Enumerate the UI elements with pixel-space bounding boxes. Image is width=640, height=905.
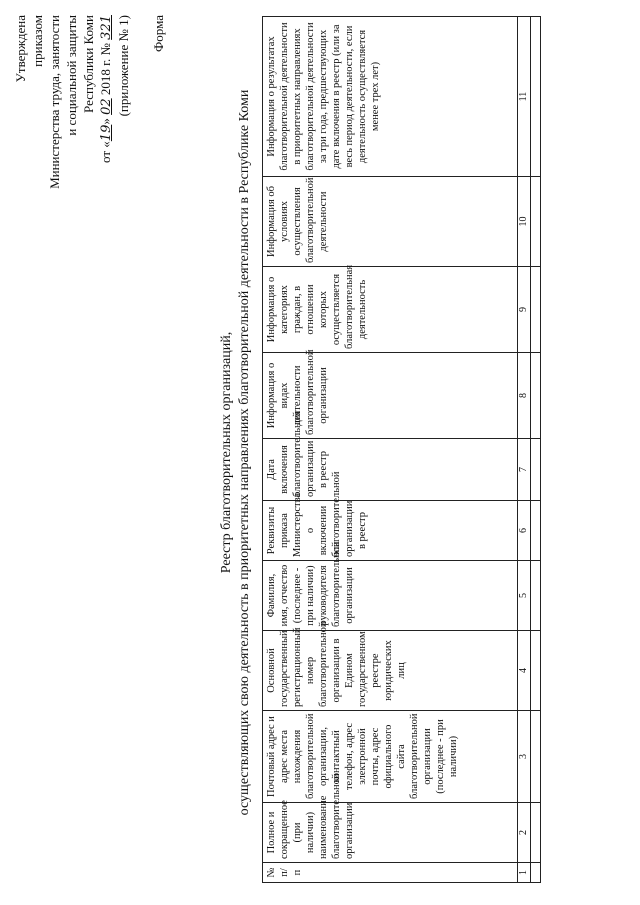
empty-cell [531, 863, 541, 883]
empty-data-row [531, 17, 541, 883]
header-cell-inclusion-date: Дата включения благотворительной организации в реестр [263, 439, 518, 501]
empty-cell [531, 439, 541, 501]
column-number: 10 [518, 177, 531, 267]
column-number: 8 [518, 353, 531, 439]
appendix-label: (приложение № 1) [116, 15, 131, 117]
column-number: 4 [518, 631, 531, 711]
empty-cell [531, 803, 541, 863]
column-number: 3 [518, 711, 531, 803]
approval-date-line [97, 15, 115, 205]
column-number: 5 [518, 561, 531, 631]
header-cell-order-details: Реквизиты приказа Министерства о включении благотворительной организации в реестр [263, 501, 518, 561]
document-title [218, 0, 254, 905]
approval-line: приказом [30, 15, 45, 67]
approval-stamp-block [12, 15, 167, 205]
empty-cell [531, 177, 541, 267]
form-label: Форма [151, 15, 166, 52]
empty-cell [531, 501, 541, 561]
approval-line: Министерства труда, занятости [47, 15, 62, 189]
empty-cell [531, 267, 541, 353]
column-number: 6 [518, 501, 531, 561]
empty-cell [531, 631, 541, 711]
order-number: 321 [99, 15, 114, 40]
table-header-row [263, 17, 518, 883]
empty-cell [531, 711, 541, 803]
header-cell-activities: Информация о видах деятельности благотворительной организации [263, 353, 518, 439]
column-number: 7 [518, 439, 531, 501]
registry-table [262, 16, 541, 883]
header-cell-results: Информация о результатах благотворительной деятельности в приоритетных направлениях благотворительной деятельности за три года, предшествующих дате включения в реестр (или за весь период деятельности, если деятельность осуществляется менее трех лет) [263, 17, 518, 177]
column-number-row [518, 17, 531, 883]
approval-line: Утверждена [13, 15, 28, 83]
empty-cell [531, 561, 541, 631]
date-day: 19 [99, 124, 114, 142]
header-cell-name: Полное и сокращенное (при наличии) наименование благотворительной организации [263, 803, 518, 863]
empty-cell [531, 353, 541, 439]
header-cell-conditions: Информация об условиях осуществления благотворительной деятельности [263, 177, 518, 267]
date-year: 2018 г. № [98, 39, 113, 99]
date-prefix: от « [98, 141, 113, 163]
column-number: 1 [518, 863, 531, 883]
header-cell-ogrn: Основной государственный регистрационный номер благотворительной организации в Едином государственном реестре юридических лиц [263, 631, 518, 711]
header-cell-number: № п/п [263, 863, 518, 883]
approval-line: и социальной защиты [64, 15, 79, 136]
column-number: 11 [518, 17, 531, 177]
title-line-2: осуществляющих свою деятельность в приоритетных направлениях благотворительной деятельности в Республике Коми [237, 89, 252, 816]
title-line-1: Реестр благотворительных организаций, [219, 331, 234, 574]
date-month: 02 [99, 98, 114, 115]
header-cell-head: Фамилия, имя, отчество (последнее - при наличии) руководителя благотворительной организации [263, 561, 518, 631]
empty-cell [531, 17, 541, 177]
column-number: 9 [518, 267, 531, 353]
header-cell-citizen-categories: Информация о категориях граждан, в отношении которых осуществляется благотворительная деятельность [263, 267, 518, 353]
header-cell-address: Почтовый адрес и адрес места нахождения благотворительной организации, контактный телефон, адрес электронной почты, адрес официального сайта благотворительной организации (последнее - при наличии) [263, 711, 518, 803]
approval-line: Республики Коми [81, 15, 96, 113]
date-mid: » [98, 114, 113, 125]
column-number: 2 [518, 803, 531, 863]
